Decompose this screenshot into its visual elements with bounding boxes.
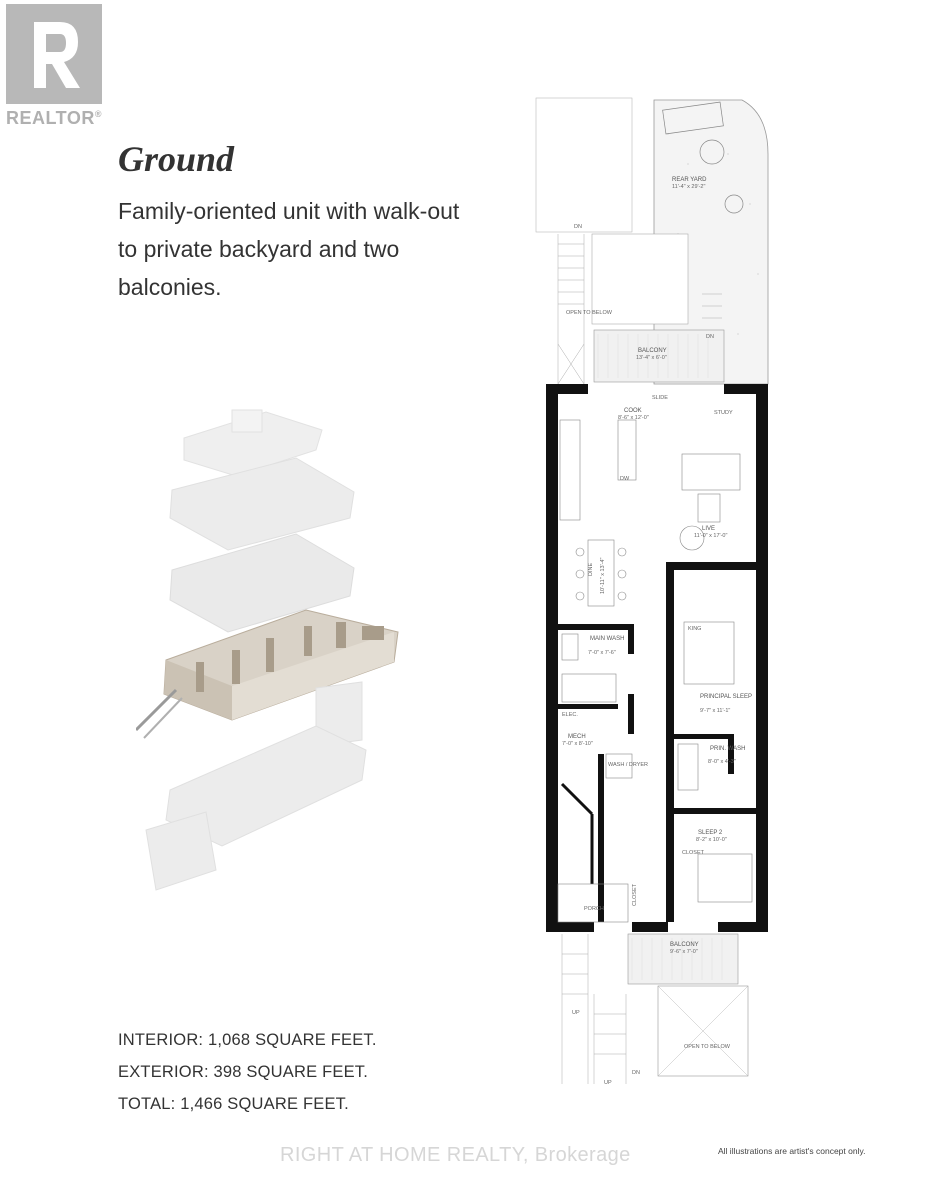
principal-sleep-label: PRINCIPAL SLEEP xyxy=(700,694,753,700)
slide-door-label: SLIDE xyxy=(652,395,668,401)
mech-label: MECH xyxy=(568,734,586,740)
realtor-logo-icon xyxy=(6,4,102,104)
main-wash-fixtures xyxy=(562,634,616,702)
main-wash-dimensions: 7'-0" x 7'-6" xyxy=(588,650,616,656)
prin-wash-shower xyxy=(678,744,698,790)
render-level-4 xyxy=(170,458,354,550)
front-balcony-label: BALCONY xyxy=(670,942,699,948)
prin-wash-label: PRIN. WASH xyxy=(710,746,746,752)
main-wash-label: MAIN WASH xyxy=(590,636,625,642)
sleep2-bed xyxy=(698,854,752,902)
porch-area xyxy=(558,884,628,922)
dn-bottom-label: DN xyxy=(632,1070,640,1076)
rear-balcony-dimensions: 13'-4" x 6'-0" xyxy=(636,355,667,361)
adjacent-lot-outline xyxy=(536,98,632,232)
prin-wash-dimensions: 8'-0" x 4'-3" xyxy=(708,759,736,765)
porch-closet-label: CLOSET xyxy=(632,883,638,906)
live-dimensions: 11'-0" x 17'-0" xyxy=(694,533,728,539)
principal-sleep-dimensions: 9'-7" x 11'-1" xyxy=(700,708,731,714)
study-label: STUDY xyxy=(714,410,733,416)
render-level-lower xyxy=(146,682,366,890)
interior-area: INTERIOR: 1,068 SQUARE FEET. xyxy=(118,1031,377,1049)
king-bed-label: KING xyxy=(688,626,702,632)
unit-exterior-walls xyxy=(546,384,768,932)
dine-label: DINE xyxy=(588,562,594,576)
cook-dimensions: 8'-6" x 12'-0" xyxy=(618,415,649,421)
brokerage-watermark: RIGHT AT HOME REALTY, Brokerage xyxy=(280,1144,631,1166)
kitchen-fixtures xyxy=(560,420,636,520)
area-summary xyxy=(118,1024,377,1120)
realtor-logo xyxy=(4,4,108,128)
exterior-area: EXTERIOR: 398 SQUARE FEET. xyxy=(118,1063,369,1081)
total-area: TOTAL: 1,466 SQUARE FEET. xyxy=(118,1095,349,1113)
washer-dryer-label: WASH / DRYER xyxy=(608,762,649,768)
front-balcony-dimensions: 9'-6" x 7'-0" xyxy=(670,949,698,955)
open-below-top-label: OPEN TO BELOW xyxy=(566,310,612,316)
rear-yard-dimensions: 11'-4" x 29'-2" xyxy=(672,184,706,190)
dishwasher-label: DW xyxy=(620,476,630,482)
elec-label: ELEC. xyxy=(562,712,578,718)
up-label-2: UP xyxy=(604,1080,612,1086)
realtor-logo-text: REALTOR® xyxy=(6,108,102,128)
sleep2-dimensions: 8'-2" x 10'-0" xyxy=(696,837,727,843)
dn-stair-label: DN xyxy=(706,334,714,340)
dn-top-label: DN xyxy=(574,224,582,230)
cook-label: COOK xyxy=(624,408,642,414)
floor-title: Ground xyxy=(118,139,235,179)
floor-plan xyxy=(528,94,788,1094)
up-label-1: UP xyxy=(572,1010,580,1016)
rear-yard-label: REAR YARD xyxy=(672,177,707,183)
sleep2-label: SLEEP 2 xyxy=(698,830,723,836)
floor-description: Family-oriented unit with walk-out to private backyard and two balconies. xyxy=(118,198,460,300)
rear-stair xyxy=(558,234,584,384)
live-label: LIVE xyxy=(702,526,716,532)
rear-balcony-label: BALCONY xyxy=(638,348,667,354)
mech-dimensions: 7'-0" x 8'-10" xyxy=(562,741,593,747)
front-stairs xyxy=(562,934,626,1084)
closet-label: CLOSET xyxy=(682,850,705,856)
dine-dimensions: 10'-11" x 13'-4" xyxy=(600,557,606,594)
front-balcony xyxy=(628,934,738,984)
open-below-bottom-label: OPEN TO BELOW xyxy=(684,1044,730,1050)
disclaimer-note: All illustrations are artist's concept only. xyxy=(718,1146,866,1156)
rear-balcony xyxy=(594,330,724,382)
building-render-illustration xyxy=(136,400,406,900)
porch-label: PORCH xyxy=(584,906,604,912)
mech-stair xyxy=(562,784,592,884)
